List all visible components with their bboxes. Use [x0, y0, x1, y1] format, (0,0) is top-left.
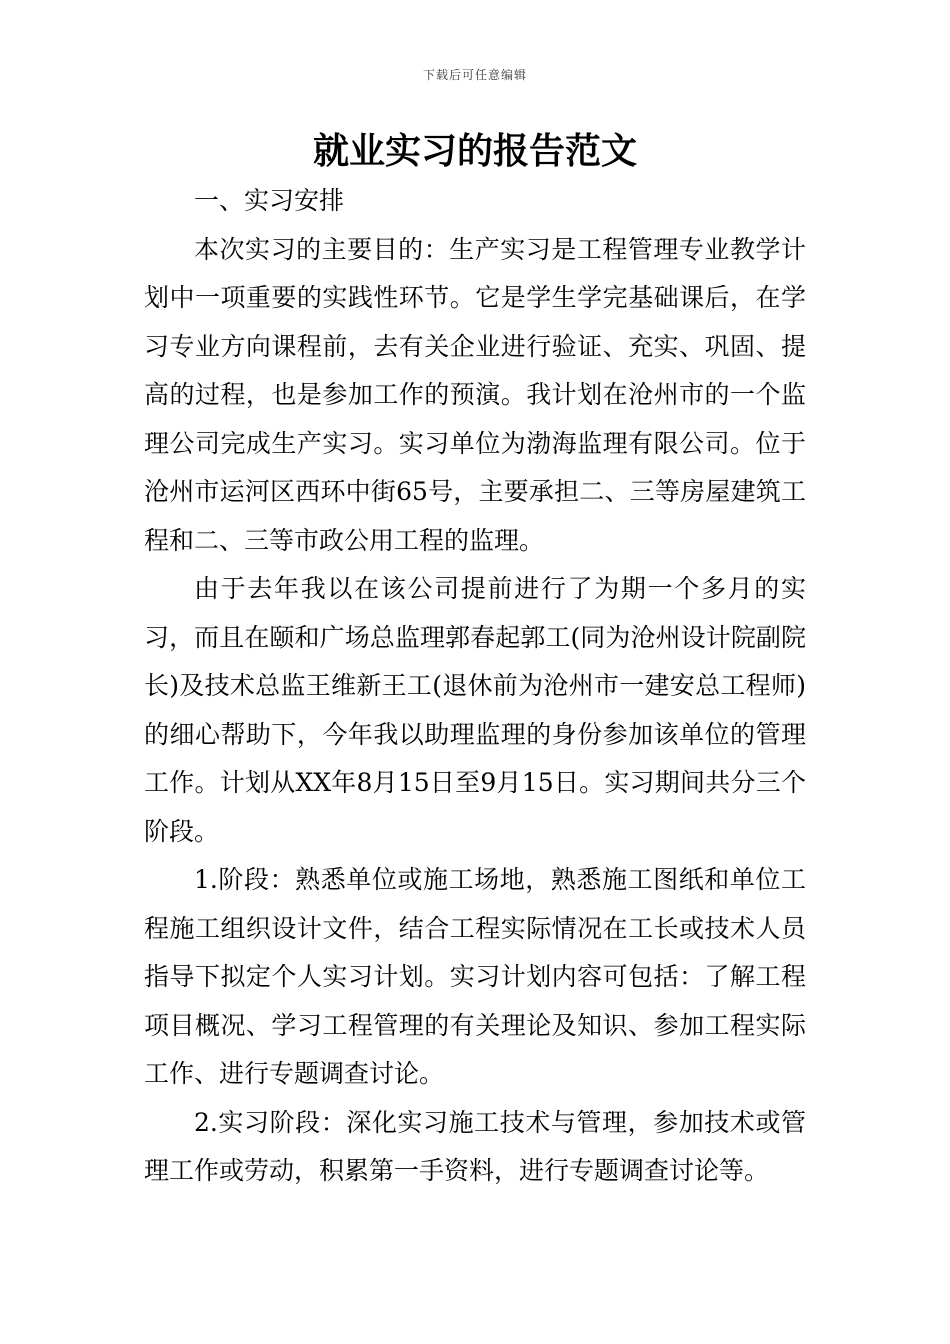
section-heading: 一、实习安排 — [194, 186, 345, 215]
paragraph: 本次实习的主要目的：生产实习是工程管理专业教学计划中一项重要的实践性环节。它是学生学完基础课后，在学习专业方向课程前，去有关企业进行验证、充实、巩固、提高的过程，也是参加工作的预演。我计划在沧州市的一个监理公司完成生产实习。实习单位为渤海监理有限公司。位于沧州市运河区西环中街65号，主要承担二、三等房屋建筑工程和二、三等市政公用工程的监理。 — [144, 234, 806, 555]
paragraph: 1.阶段：熟悉单位或施工场地，熟悉施工图纸和单位工程施工组织设计文件，结合工程实际情况在工长或技术人员指导下拟定个人实习计划。实习计划内容可包括：了解工程项目概况、学习工程管理的有关理论及知识、参加工程实际工作、进行专题调查讨论。 — [144, 865, 806, 1088]
document-body — [144, 177, 806, 1196]
header-note: 下载后可任意编辑 — [422, 68, 527, 82]
document-title: 就业实习的报告范文 — [312, 131, 637, 172]
paragraph: 2.实习阶段：深化实习施工技术与管理，参加技术或管理工作或劳动，积累第一手资料，进行专题调查讨论等。 — [144, 1107, 806, 1185]
paragraph: 由于去年我以在该公司提前进行了为期一个多月的实习，而且在颐和广场总监理郭春起郭工(同为沧州设计院副院长)及技术总监王维新王工(退休前为沧州市一建安总工程师)的细心帮助下，今年我以助理监理的身份参加该单位的管理工作。计划从XX年8月15日至9月15日。实习期间共分三个阶段。 — [144, 574, 806, 846]
